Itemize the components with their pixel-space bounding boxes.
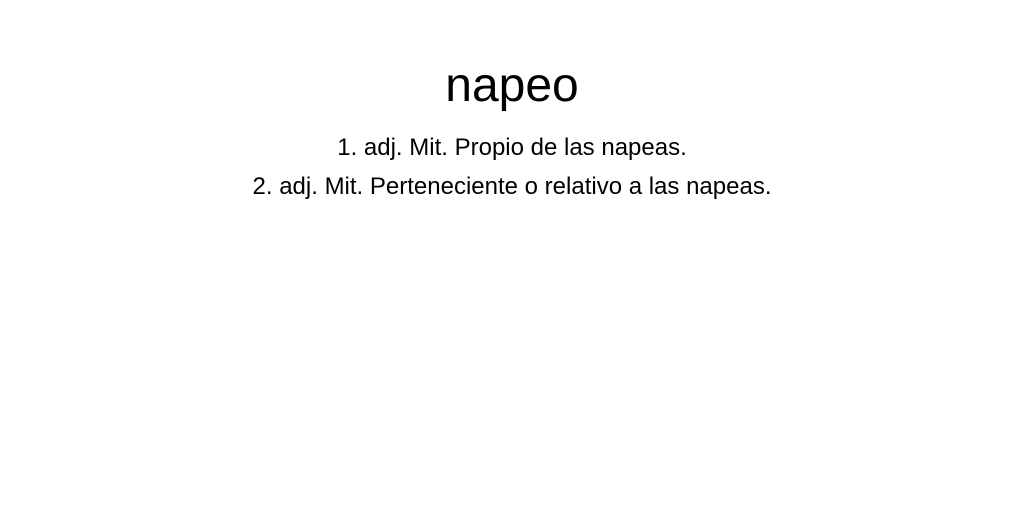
definition-list [0, 128, 1024, 206]
headword: napeo [445, 59, 579, 112]
definition-item: 2. adj. Mit. Perteneciente o relativo a las napeas. [252, 173, 772, 200]
definition-item: 1. adj. Mit. Propio de las napeas. [337, 134, 687, 161]
